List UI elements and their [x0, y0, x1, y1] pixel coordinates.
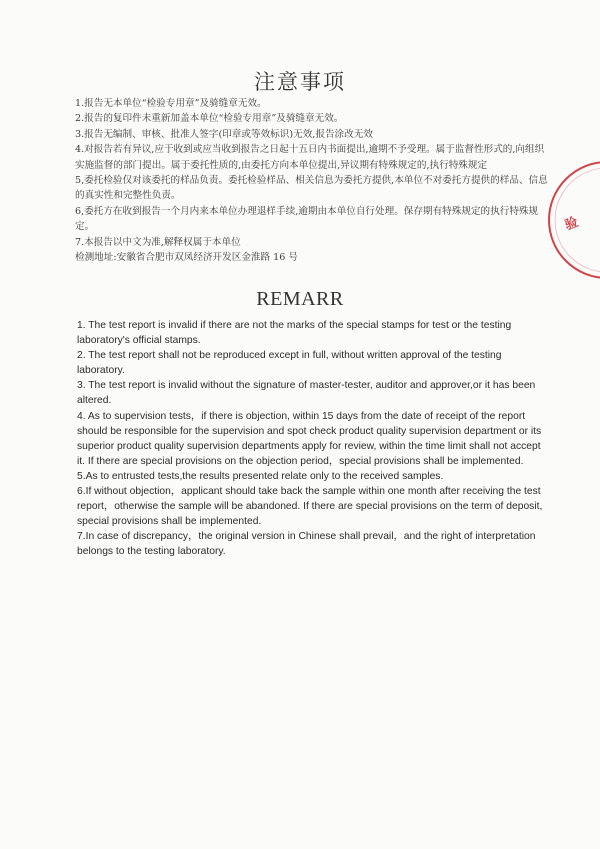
remark-item-en-6: 6.If without objection，applicant should take back the sample within one month after receiving the test report，otherwise the sample will be abandoned. If there are special provisions on the term of deposit, special provisions shall be implemented. [77, 486, 543, 528]
official-seal-stamp [545, 150, 600, 290]
notice-item-cn-6: 6,委托方在收到报告一个月内来本单位办理退样手续,逾期由本单位自行处理。保存期有特殊规定的执行特殊规定。 [75, 205, 539, 233]
remark-list-en [77, 318, 547, 560]
notice-item-cn-5: 5,委托检验仅对该委托的样品负责。委托检验样品、相关信息为委托方提供,本单位不对委托方提供的样品、信息的真实性和完整性负责。 [75, 175, 548, 202]
notice-item-cn-4: 4.对报告若有异议,应于收到或应当收到报告之日起十五日内书面提出,逾期不予受理。属于监督性形式的,向组织实施监督的部门提出。属于委托性质的,由委托方向本单位提出,异议期有特殊规定的,执行特殊规定 [75, 144, 545, 171]
remark-title-en: REMARR [256, 288, 344, 310]
notice-item-cn-3: 3.报告无编制、审核、批准人签字(印章或等效标识)无效,报告涂改无效 [75, 128, 373, 140]
notice-item-cn-2: 2.报告的复印件未重新加盖本单位“检验专用章”及骑缝章无效。 [75, 113, 344, 125]
remark-item-en-4: 4. As to supervision tests，if there is objection, within 15 days from the date of receipt of the report should be responsible for the supervision and spot check product quality supervision department or its superior product quality supervision departments apply for review, within the time limit shall not accept it. If there are special provisions on the objection period，special provisions shall be implemented. [77, 410, 542, 467]
notice-list-cn [75, 96, 553, 265]
remark-item-en-5: 5.As to entrusted tests,the results presented relate only to the received samples. [77, 470, 444, 482]
remark-item-en-2: 2. The test report shall not be reproduced except in full, without written approval of the testing laboratory. [77, 350, 502, 377]
remark-item-en-7: 7.In case of discrepancy，the original version in Chinese shall prevail，and the right of interpretation belongs to the testing laboratory. [77, 531, 536, 558]
test-address-cn: 检测地址:安徽省合肥市双凤经济开发区金淮路 16 号 [75, 252, 299, 264]
remark-item-en-3: 3. The test report is invalid without the signature of master-tester, auditor and approver,or it has been altered. [77, 380, 536, 407]
remark-item-en-1: 1. The test report is invalid if there are not the marks of the special stamps for test or the testing laboratory's official stamps. [77, 320, 512, 347]
notice-item-cn-7: 7.本报告以中文为准,解释权属于本单位 [75, 236, 241, 248]
notice-title-cn: 注意事项 [254, 70, 346, 94]
notice-item-cn-1: 1.报告无本单位“检验专用章”及骑缝章无效。 [75, 98, 267, 109]
svg-text:验: 验 [562, 215, 581, 234]
